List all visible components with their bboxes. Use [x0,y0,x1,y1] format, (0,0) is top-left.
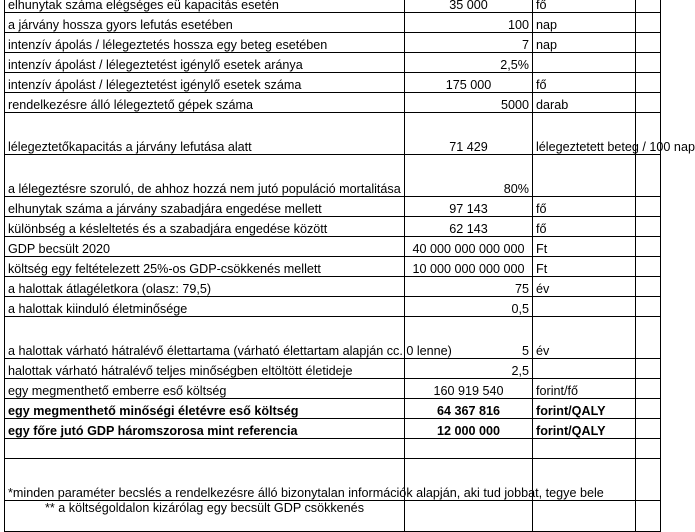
row-label: lélegeztetőkapacitás a járvány lefutása alatt [5,113,405,155]
row-unit: nap [533,33,636,53]
table-row [5,217,661,237]
spacer-cell [636,93,661,113]
spacer-cell [636,439,661,459]
spacer-cell [636,197,661,217]
row-unit: forint/QALY [533,399,636,419]
row-label: a halottak átlagéletkora (olasz: 79,5) [5,277,405,297]
table-row [5,419,661,439]
spacer-cell [636,217,661,237]
row-label: intenzív ápolást / lélegeztetést igénylő esetek aránya [5,53,405,73]
row-label: a járvány hossza gyors lefutás esetében [5,13,405,33]
row-unit [533,297,636,317]
row-unit: darab [533,93,636,113]
row-label: rendelkezésre álló lélegeztető gépek száma [5,93,405,113]
row-unit: Ft [533,237,636,257]
table-row [5,93,661,113]
spacer-cell [636,257,661,277]
row-unit: év [533,277,636,297]
spacer-cell [636,501,661,532]
row-value: 80% [405,155,533,197]
row-value: 0,5 [405,297,533,317]
row-label: egy megmenthető minőségi életévre eső költség [5,399,405,419]
row-unit: forint/fő [533,379,636,399]
blank-cell [5,439,405,459]
table-row [5,73,661,93]
row-unit: Ft [533,257,636,277]
blank-cell [405,501,533,532]
table-row [5,197,661,217]
table-row [5,379,661,399]
table-row [5,297,661,317]
row-label: GDP becsült 2020 [5,237,405,257]
row-value: 35 000 [405,0,533,13]
row-value: 100 [405,13,533,33]
row-label: elhunytak száma elégséges eü kapacitás esetén [5,0,405,13]
note-row [5,501,661,532]
table-row [5,53,661,73]
row-value: 71 429 [405,113,533,155]
spacer-cell [636,0,661,13]
spacer-cell [636,277,661,297]
table-row [5,257,661,277]
row-value: 10 000 000 000 000 [405,257,533,277]
table-row [5,317,661,359]
table-row [5,33,661,53]
spacer-cell [636,53,661,73]
spacer-cell [636,237,661,257]
row-label: különbség a késleltetés és a szabadjára engedése között [5,217,405,237]
blank-cell [405,439,533,459]
row-unit: fő [533,217,636,237]
row-value: 97 143 [405,197,533,217]
table-row [5,237,661,257]
spacer-cell [636,33,661,53]
row-label: halottak várható hátralévő teljes minőségben eltöltött életideje [5,359,405,379]
row-unit: fő [533,197,636,217]
row-label: egy megmenthető emberre eső költség [5,379,405,399]
spacer-cell [636,155,661,197]
row-label: a lélegeztésre szoruló, de ahhoz hozzá nem jutó populáció mortalitása [5,155,405,197]
row-unit: fő [533,73,636,93]
spacer-cell [636,297,661,317]
table-row [5,277,661,297]
spacer-cell [636,419,661,439]
blank-cell [533,501,636,532]
table-row [5,0,661,13]
row-unit [533,53,636,73]
footnote-1: *minden paraméter becslés a rendelkezésre álló bizonytalan információk alapján, aki tud jobbat, tegye bele [5,459,405,501]
spacer-cell [636,317,661,359]
row-unit: forint/QALY [533,419,636,439]
row-value: 75 [405,277,533,297]
spacer-cell [636,73,661,93]
spacer-cell [636,379,661,399]
table-row [5,155,661,197]
row-unit [533,359,636,379]
blank-cell [533,439,636,459]
row-value: 12 000 000 [405,419,533,439]
spacer-cell [636,359,661,379]
row-label: költség egy feltételezett 25%-os GDP-csökkenés mellett [5,257,405,277]
row-value: 175 000 [405,73,533,93]
spacer-cell [636,459,661,501]
row-unit: év [533,317,636,359]
row-value: 64 367 816 [405,399,533,419]
blank-row [5,439,661,459]
row-label: intenzív ápolás / lélegeztetés hossza egy beteg esetében [5,33,405,53]
row-value: 5000 [405,93,533,113]
note-row [5,459,661,501]
row-unit: fő [533,0,636,13]
row-unit: nap [533,13,636,33]
table-row [5,359,661,379]
spacer-cell [636,399,661,419]
row-value: 40 000 000 000 000 [405,237,533,257]
row-value: 62 143 [405,217,533,237]
row-value: 7 [405,33,533,53]
footnote-2: ** a költségoldalon kizárólag egy becsült GDP csökkenés [5,501,405,532]
table-row [5,113,661,155]
row-value: 160 919 540 [405,379,533,399]
row-value: 2,5 [405,359,533,379]
spacer-cell [636,13,661,33]
row-label: a halottak várható hátralévő élettartama (várható élettartam alapján cc. 0 lenne) [5,317,405,359]
row-label: elhunytak száma a járvány szabadjára engedése mellett [5,197,405,217]
row-value: 5 [405,317,533,359]
row-label: intenzív ápolást / lélegeztetést igénylő esetek száma [5,73,405,93]
row-label: a halottak kiinduló életminősége [5,297,405,317]
data-table [4,0,695,532]
table-row [5,13,661,33]
row-unit [533,155,636,197]
row-unit: lélegeztetett beteg / 100 nap [533,113,636,155]
row-label: egy főre jutó GDP háromszorosa mint referencia [5,419,405,439]
table-row [5,399,661,419]
row-value: 2,5% [405,53,533,73]
